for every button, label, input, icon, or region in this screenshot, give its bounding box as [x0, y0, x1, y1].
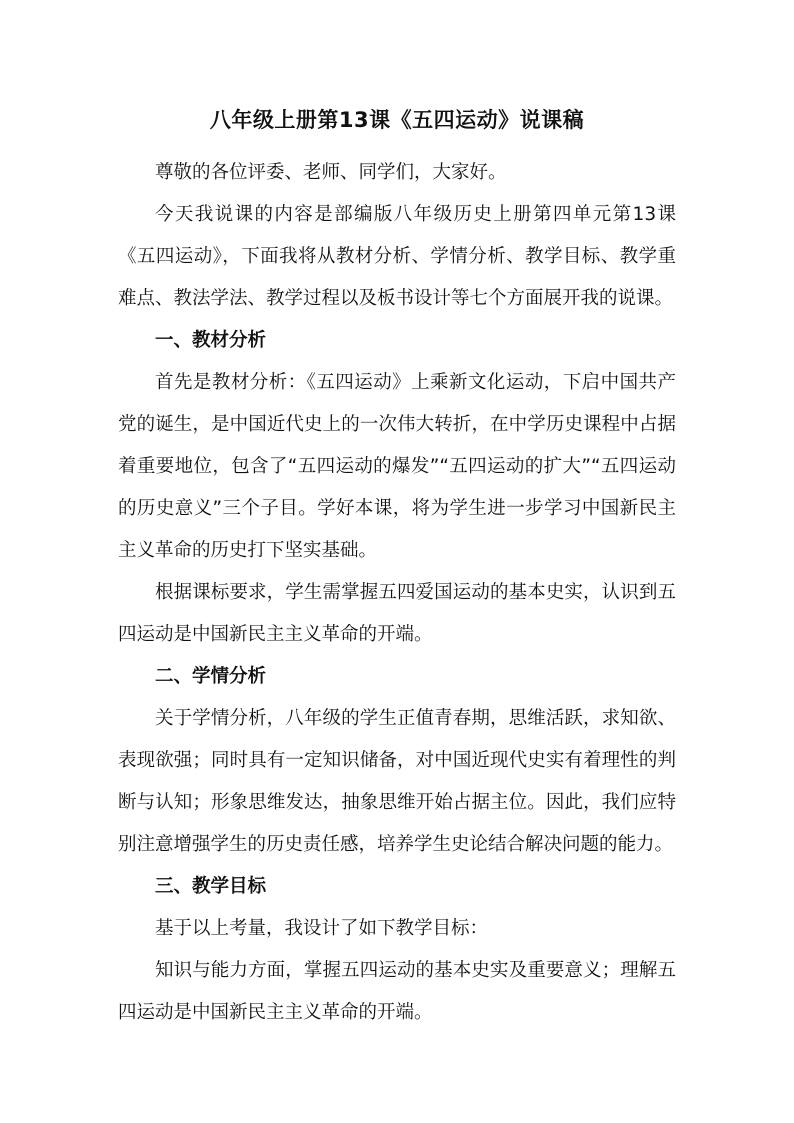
section-paragraph: 知识与能力方面，掌握五四运动的基本史实及重要意义；理解五四运动是中国新民主主义革命的开端。 [118, 960, 676, 1023]
intro-paragraph: 今天我说课的内容是部编版八年级历史上册第四单元第13课《五四运动》，下面我将从教材分析、学情分析、教学目标、教学重难点、教法学法、教学过程以及板书设计等七个方面展开我的说课。 [118, 204, 676, 309]
greeting-paragraph: 尊敬的各位评委、老师、同学们，大家好。 [155, 162, 507, 183]
section-paragraph: 关于学情分析，八年级的学生正值青春期，思维活跃，求知欲、表现欲强；同时具有一定知识储备，对中国近现代史实有着理性的判断与认知；形象思维发达，抽象思维开始占据主位。因此，我们应特别注意增强学生的历史责任感，培养学生史论结合解决问题的能力。 [118, 708, 676, 855]
document-title: 八年级上册第13课《五四运动》说课稿 [209, 108, 585, 132]
section-paragraph: 根据课标要求，学生需掌握五四爱国运动的基本史实，认识到五四运动是中国新民主主义革命的开端。 [118, 582, 676, 645]
section-paragraph: 首先是教材分析：《五四运动》上乘新文化运动，下启中国共产党的诞生，是中国近代史上的一次伟大转折，在中学历史课程中占据着重要地位，包含了“五四运动的爆发”“五四运动的扩大”“五四运动的历史意义”三个子目。学好本课，将为学生进一步学习中国新民主主义革命的历史打下坚实基础。 [118, 372, 676, 561]
section-heading-teaching-goals: 三、教学目标 [155, 876, 267, 897]
section-heading-textbook-analysis: 一、教材分析 [155, 330, 267, 351]
section-paragraph: 基于以上考量，我设计了如下教学目标： [155, 918, 489, 939]
section-heading-student-analysis: 二、学情分析 [155, 666, 267, 687]
